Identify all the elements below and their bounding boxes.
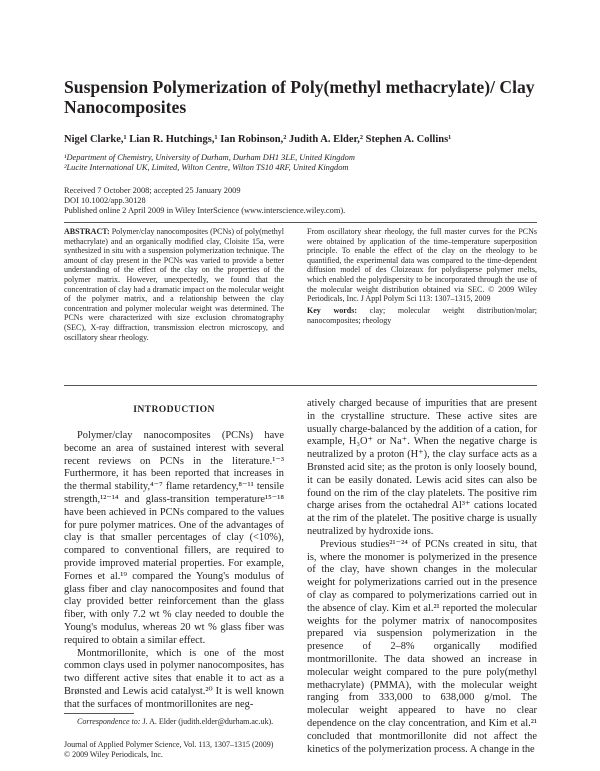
received-date: Received 7 October 2008; accepted 25 January 2009: [64, 186, 241, 195]
intro-paragraph-3: Previous studies²¹⁻²⁴ of PCNs created in situ, that is, where the monomer is polymerized in the presence of the clay, have shown changes in the molecular weight for polymerizations carried out in the presence of clay as compared to polymerizations carried out in the absence of clay. Kim et al.²¹ reported the molecular weights for the polymer matrix of nanocomposites prepared via suspension polymerization in the presence of 2–8% organically modified montmorillonite. The data showed an increase in molecular weight compared to the pure poly(methyl methacrylate) (PMMA), with the molecular weight ranging from 333,000 to 638,000 g/mol. The molecular weight appeared to have no clear dependence on the clay concentration, and Kim et al.²¹ concluded that montmorillonite did not affect the kinetics of the polymerization process. A change in the: [307, 538, 537, 755]
doi: DOI 10.1002/app.30128: [64, 196, 146, 205]
abstract-label: ABSTRACT:: [64, 227, 110, 236]
correspondence-note: [64, 717, 284, 727]
published-date: Published online 2 April 2009 in Wiley InterScience (www.interscience.wiley.com).: [64, 206, 346, 215]
abstract-bottom-rule: [64, 385, 537, 386]
abstract-right: From oscillatory shear rheology, the full master curves for the PCNs were obtained by application of the time–temperature superposition principle. To enable the effect of the clay on the rheology to be quantified, the experimental data was compared to the time-dependent diffusion model of des Cloizeaux for polydisperse polymer melts, which enabled the polydispersity to be incorporated through the use of the molecular weight distribution obtained via SEC. © 2009 Wiley Periodicals, Inc. J Appl Polym Sci 113: 1307–1315, 2009: [307, 227, 537, 304]
affiliation-1: ¹Department of Chemistry, University of Durham, Durham DH1 3LE, United Kingdom: [64, 153, 355, 162]
intro-paragraph-1: Polymer/clay nanocomposites (PCNs) have become an area of sustained interest with several recent reviews on PCNs in the literature.¹⁻³ Furthermore, it has been reported that increases in the thermal stability,⁴⁻⁷ flame retardency,⁸⁻¹¹ tensile strength,¹²⁻¹⁴ and glass-transition temperature¹⁵⁻¹⁸ have been achieved in PCNs compared to the values for pure polymer matrices. One of the advantages of clay is that smaller percentages of clay (<10%), compared to conventional fillers, are required to provide improved material properties. For example, Fornes et al.¹⁹ compared the Young's modulus of glass fiber and clay nanocomposites and found that clay provided better reinforcement than the glass fiber, with only 7.2 wt % clay needed to double the Young's modulus, whereas 20 wt % glass fiber was required to obtain a similar effect.: [64, 430, 284, 646]
affiliation-2: ²Lucite International UK, Limited, Wilton Centre, Wilton TS10 4RF, United Kingdom: [64, 163, 349, 172]
copyright: © 2009 Wiley Periodicals, Inc.: [64, 750, 163, 759]
abstract-top-rule: [64, 222, 537, 223]
publication-history: [64, 186, 544, 216]
right-column: [307, 398, 537, 756]
left-column: [64, 430, 284, 712]
correspondence-text: J. A. Elder (judith.elder@durham.ac.uk).: [142, 717, 274, 726]
abstract-left: [64, 227, 284, 342]
section-heading-introduction: INTRODUCTION: [133, 404, 215, 415]
intro-paragraph-2-continued: atively charged because of impurities that are present in the crystalline structure. These active sites are usually charge-balanced by the addition of a cation, for example, H₃O⁺ or Na⁺. When the negative charge is neutralized by a proton (H⁺), the clay surface acts as a Brønsted acid site; as the proton is only loosely bound, it can be easily donated. Lewis acid sites can also be found on the rim of the clay platelets. The positive rim charge arises from the octahedral Al³⁺ cations located at the rim of the platelet. The positive charge is usually neutralized by hydroxide ions.: [307, 398, 537, 537]
keywords: [307, 306, 537, 325]
abstract-left-text: Polymer/clay nanocomposites (PCNs) of poly(methyl methacrylate) and an organically modified clay, Cloisite 15a, were synthesized in situ with a suspension polymerization technique. The amount of clay present in the PCNs was varied to provide a better understanding of the effect of the clay on the properties of the polymer matrix. However, unexpectedly, we found that the concentration of clay had a dramatic impact on the molecular weight of the polymer matrix, and a relationship between the clay concentration and polymer molecular weight was determined. The PCNs were characterized with size exclusion chromatography (SEC), X-ray diffraction, transmission electron microscopy, and oscillatory shear rheology.: [64, 227, 284, 342]
keywords-label: Key words:: [307, 306, 357, 315]
correspondence-label: Correspondence to:: [77, 717, 141, 726]
affiliations: [64, 153, 544, 173]
footnote-rule: [64, 713, 134, 714]
article-title: Suspension Polymerization of Poly(methyl methacrylate)/ Clay Nanocomposites: [64, 77, 535, 117]
intro-paragraph-2: Montmorillonite, which is one of the most common clays used in polymer nanocomposites, has two different active sites that enable it to act as a Brønsted and Lewis acid catalyst.²⁰ It is well known that the surfaces of montmorillonites are neg-: [64, 647, 284, 710]
author-list: Nigel Clarke,¹ Lian R. Hutchings,¹ Ian Robinson,² Judith A. Elder,² Stephen A. Collins¹: [64, 134, 452, 145]
journal-footer: [64, 740, 304, 760]
journal-citation: Journal of Applied Polymer Science, Vol. 113, 1307–1315 (2009): [64, 740, 274, 749]
keywords-text: clay; molecular weight distribution/molar; nanocomposites; rheology: [307, 306, 537, 325]
